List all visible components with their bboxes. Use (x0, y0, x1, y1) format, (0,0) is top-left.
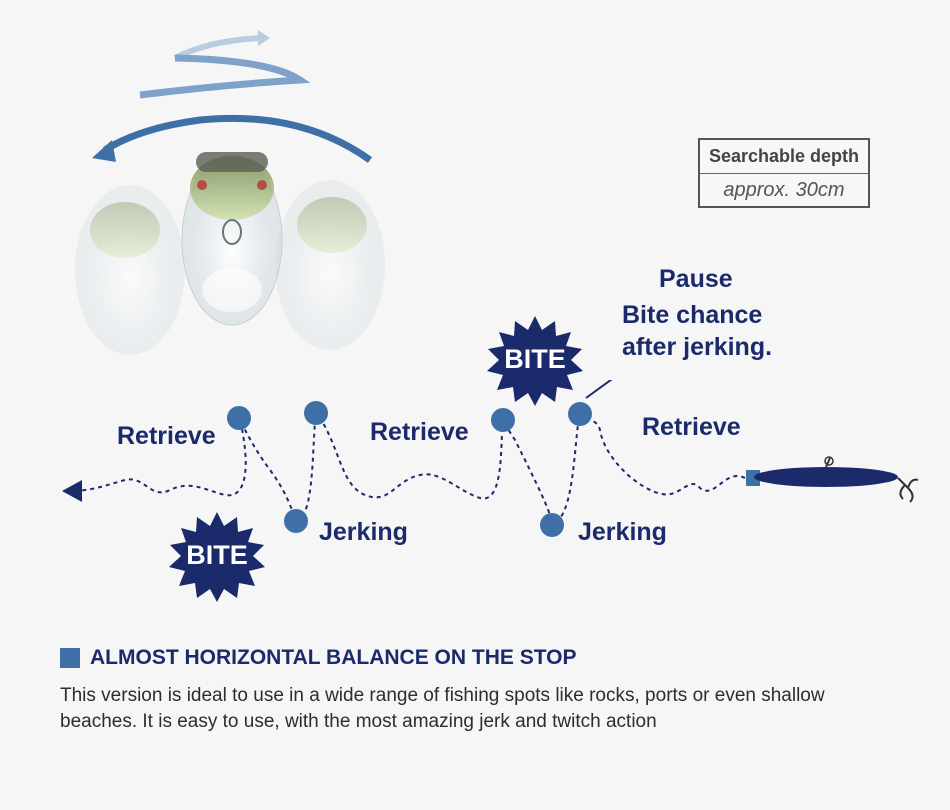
jerking-label: Jerking (578, 518, 667, 546)
lure-wobble-illustration (60, 20, 460, 390)
swirl-arrowhead-top (258, 30, 270, 46)
lure-ghost-right (275, 180, 385, 350)
section-heading-text: ALMOST HORIZONTAL BALANCE ON THE STOP (90, 646, 577, 669)
searchable-depth-value: approx. 30cm (723, 179, 845, 201)
retrieve-label: Retrieve (370, 418, 469, 446)
action-dot (227, 406, 251, 430)
retrieve-label: Retrieve (117, 422, 216, 450)
section-description: This version is ideal to use in a wide range of fishing spots like rocks, ports or even shallow beaches. It is easy to use, with the most amazing jerk and twitch action (60, 685, 825, 732)
lure-ghost-left (75, 185, 185, 355)
action-dot (491, 408, 515, 432)
bite-chance-line-1: Bite chance (622, 301, 763, 329)
swirl-arrowhead-bottom (92, 140, 116, 162)
action-dot (304, 401, 328, 425)
lure-center (182, 152, 282, 325)
lure-side-view (746, 457, 918, 502)
section-heading (60, 646, 577, 670)
swirl-arrow-mid (140, 58, 300, 95)
bite-chance-line-2: after jerking. (622, 333, 773, 361)
pause-label: Pause (659, 265, 733, 293)
heading-square-icon (60, 648, 80, 668)
jerking-label: Jerking (319, 518, 408, 546)
action-dot (540, 513, 564, 537)
searchable-depth-title: Searchable depth (700, 140, 868, 174)
searchable-depth-box (698, 138, 870, 208)
path-arrowhead-left (62, 480, 82, 502)
action-dot (284, 509, 308, 533)
retrieve-label: Retrieve (642, 413, 741, 441)
bite-badge-lower-label: BITE (186, 540, 248, 570)
bite-badge-upper-label: BITE (504, 344, 566, 374)
bite-chance-callout-line (586, 380, 742, 398)
